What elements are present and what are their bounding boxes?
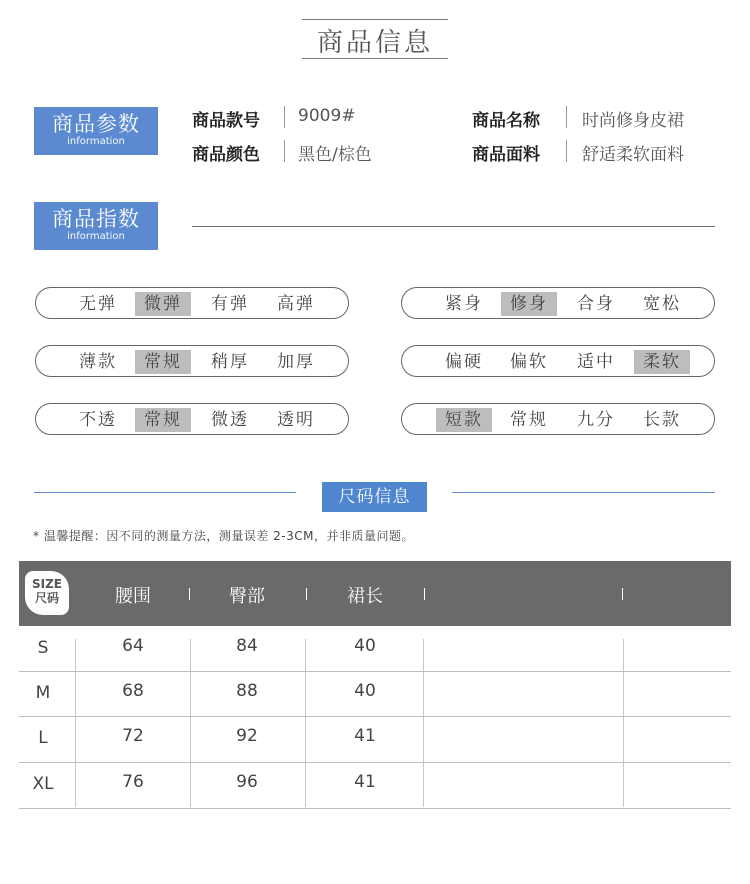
row-divider (19, 762, 731, 763)
size-icon-bottom: 尺码 (34, 591, 59, 605)
column-header: 臀部 (229, 586, 265, 607)
table-cell: 40 (354, 636, 376, 656)
row-divider (19, 671, 731, 672)
column-divider (623, 639, 624, 807)
index-option: 偏软 (510, 352, 548, 372)
index-option: 高弹 (277, 294, 315, 314)
row-divider (19, 716, 731, 717)
page-title: 商品信息 (316, 28, 433, 58)
index-badge-title: 商品指数 (52, 207, 140, 231)
index-option: 加厚 (277, 352, 315, 372)
column-header: 腰围 (115, 586, 151, 607)
index-option-selected: 修身 (501, 292, 557, 316)
index-pill (401, 403, 715, 435)
table-cell: 96 (236, 772, 258, 792)
index-option: 不透 (79, 410, 117, 430)
header-separator (424, 588, 425, 600)
param-value-name: 时尚修身皮裙 (582, 111, 684, 131)
param-label-color: 商品颜色 (192, 145, 260, 165)
index-divider (192, 226, 715, 227)
header-separator (622, 588, 623, 600)
index-pill (35, 287, 349, 319)
size-rule-left (34, 492, 296, 493)
index-pill (401, 287, 715, 319)
column-header: 裙长 (347, 586, 383, 607)
table-cell: 40 (354, 681, 376, 701)
header-separator (306, 588, 307, 600)
index-option-selected: 微弹 (135, 292, 191, 316)
table-cell: 92 (236, 726, 258, 746)
column-divider (190, 639, 191, 807)
table-cell: 72 (122, 726, 144, 746)
table-cell: 41 (354, 772, 376, 792)
index-option: 常规 (510, 410, 548, 430)
param-label-style-no: 商品款号 (192, 111, 260, 131)
column-divider (75, 639, 76, 807)
table-cell: 88 (236, 681, 258, 701)
size-section-title: 尺码信息 (322, 482, 427, 512)
index-option: 宽松 (643, 294, 681, 314)
index-badge (34, 202, 158, 250)
index-option: 长款 (643, 410, 681, 430)
size-label: M (35, 683, 51, 703)
index-option: 偏硬 (445, 352, 483, 372)
index-option: 紧身 (445, 294, 483, 314)
params-badge-title: 商品参数 (52, 112, 140, 136)
size-rule-right (452, 492, 715, 493)
index-option: 合身 (577, 294, 615, 314)
param-separator (566, 140, 567, 162)
param-value-fabric: 舒适柔软面料 (582, 145, 684, 165)
title-rule-bottom (302, 58, 448, 59)
index-option-selected: 短款 (436, 408, 492, 432)
params-badge-sub: information (67, 136, 125, 147)
column-divider (305, 639, 306, 807)
param-label-fabric: 商品面料 (472, 145, 540, 165)
index-option: 九分 (577, 410, 615, 430)
table-cell: 68 (122, 681, 144, 701)
param-value-color: 黑色/棕色 (298, 145, 372, 165)
param-separator (284, 106, 285, 128)
index-pill (401, 345, 715, 377)
measurement-note: * 温馨提醒：因不同的测量方法，测量误差 2-3CM，并非质量问题。 (33, 529, 414, 543)
param-label-name: 商品名称 (472, 111, 540, 131)
index-badge-sub: information (67, 231, 125, 242)
index-option-selected: 常规 (135, 408, 191, 432)
index-option: 适中 (577, 352, 615, 372)
index-option-selected: 柔软 (634, 350, 690, 374)
table-cell: 84 (236, 636, 258, 656)
index-option: 无弹 (79, 294, 117, 314)
index-option: 微透 (211, 410, 249, 430)
param-separator (284, 140, 285, 162)
index-pill (35, 345, 349, 377)
index-pill (35, 403, 349, 435)
index-option: 透明 (277, 410, 315, 430)
title-rule-top (302, 19, 448, 20)
index-option: 有弹 (211, 294, 249, 314)
index-option: 薄款 (79, 352, 117, 372)
params-badge (34, 107, 158, 155)
row-divider (19, 808, 731, 809)
index-option-selected: 常规 (135, 350, 191, 374)
table-cell: 41 (354, 726, 376, 746)
param-separator (566, 106, 567, 128)
param-value-style-no: 9009# (298, 106, 356, 126)
size-label: S (37, 638, 49, 658)
size-icon (25, 571, 69, 615)
size-label: L (38, 728, 48, 748)
column-divider (423, 639, 424, 807)
table-cell: 64 (122, 636, 144, 656)
header-separator (189, 588, 190, 600)
index-option: 稍厚 (211, 352, 249, 372)
table-cell: 76 (122, 772, 144, 792)
size-icon-top: SIZE (31, 577, 62, 591)
size-label: XL (32, 774, 54, 794)
